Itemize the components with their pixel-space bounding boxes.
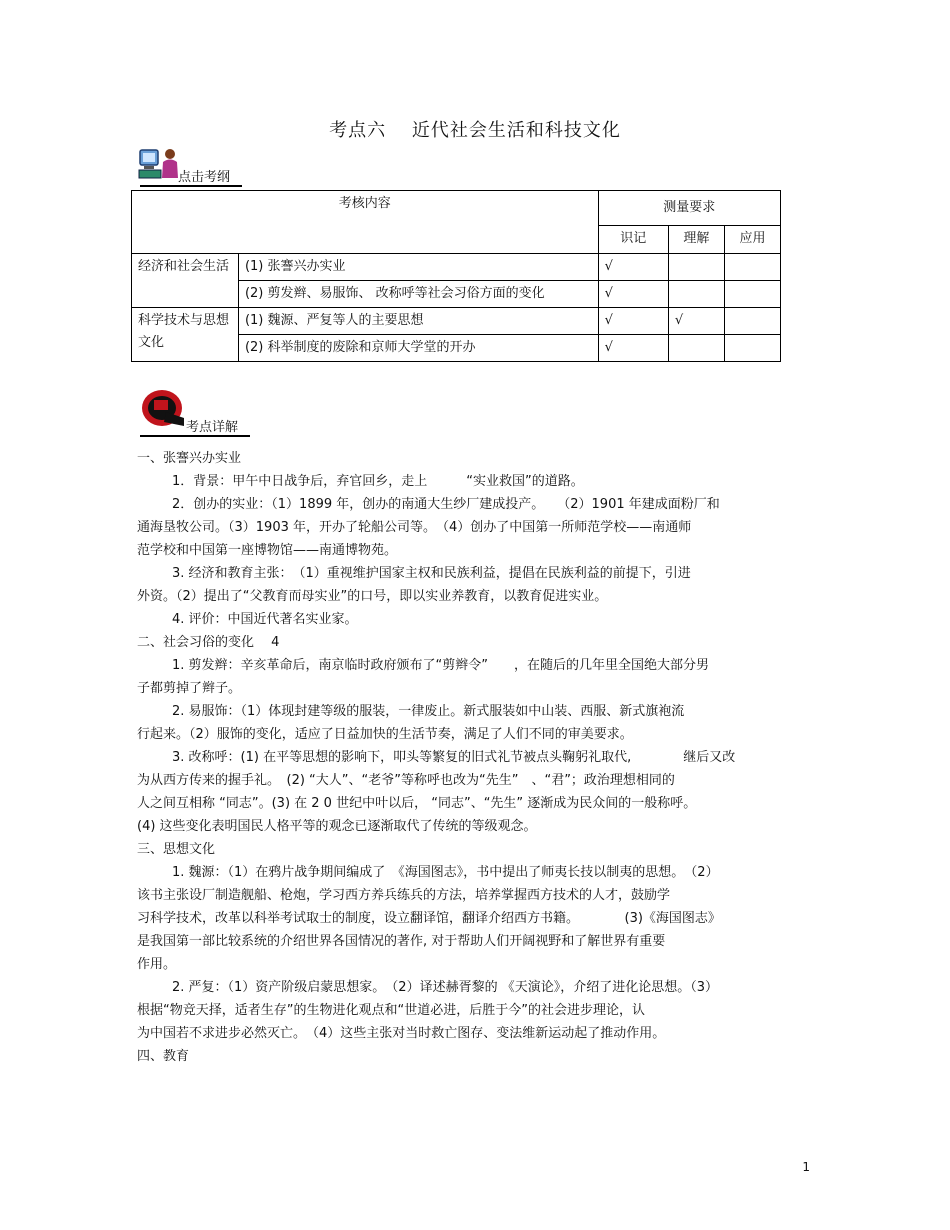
subheader-memorize: 识记 — [598, 226, 668, 254]
paragraph-line: 习科学技术，改革以科举考试取士的制度，设立翻译馆，翻译介绍西方书籍。 (3)《海国图志》 — [137, 911, 721, 926]
mark-apply — [724, 335, 780, 362]
mark-understand — [668, 281, 724, 308]
paragraph-line: 是我国第一部比较系统的介绍世界各国情况的著作, 对于帮助人们开阔视野和了解世界有重要 — [137, 934, 666, 949]
heading-customs: 二、社会习俗的变化 4 — [137, 635, 280, 650]
paragraph-line: 2. 严复：（1）资产阶级启蒙思想家。 （2）译述赫胥黎的 《天演论》，介绍了进化论思想。（3） — [172, 980, 718, 995]
paragraph-line: 为中国若不求进步必然灭亡。 （4）这些主张对当时救亡图存、变法维新运动起了推动作用。 — [137, 1026, 666, 1041]
header-requirement: 测量要求 — [598, 191, 780, 226]
section-label-details: 考点详解 — [186, 420, 239, 435]
heading-education: 四、教育 — [137, 1049, 190, 1064]
paragraph-line: 1．背景：甲午中日战争后，弃官回乡，走上 “实业救国”的道路。 — [172, 474, 584, 489]
mark-understand — [668, 335, 724, 362]
key-points-icon — [140, 388, 188, 430]
paragraph-line: 3. 改称呼：(1) 在平等思想的影响下，叩头等繁复的旧式礼节被点头鞠躬礼取代, 继后又改 — [172, 750, 736, 765]
paragraph-line: 外资。（2）提出了“父教育而母实业”的口号，即以实业养教育，以教育促进实业。 — [137, 589, 608, 604]
table-row-item: (1) 魏源、严复等人的主要思想 — [238, 308, 598, 335]
mark-memorize: √ — [598, 335, 668, 362]
paragraph-line: 作用。 — [137, 957, 177, 972]
subheader-understand: 理解 — [668, 226, 724, 254]
table-row-item: (1) 张謇兴办实业 — [238, 254, 598, 281]
section-label-syllabus: 点击考纲 — [178, 170, 231, 185]
paragraph-line: 为从西方传来的握手礼。 (2) “大人”、“老爷”等称呼也改为“先生” 、“君”；政治理想相同的 — [137, 773, 675, 788]
paragraph-line: 子都剪掉了辫子。 — [137, 681, 242, 696]
section-rule — [140, 435, 250, 437]
paragraph-line: 1. 剪发辫：辛亥革命后，南京临时政府颁布了“剪辫令” ，在随后的几年里全国绝大部分男 — [172, 658, 710, 673]
paragraph-line: 1. 魏源：（1）在鸦片战争期间编成了 《海国图志》，书中提出了师夷长技以制夷的思想。 （2） — [172, 865, 719, 880]
mark-understand: √ — [668, 308, 724, 335]
mark-apply — [724, 281, 780, 308]
paragraph-line: 3. 经济和教育主张： （1）重视维护国家主权和民族利益，提倡在民族利益的前提下，引进 — [172, 566, 691, 581]
body-text — [137, 447, 817, 1068]
subheader-apply: 应用 — [724, 226, 780, 254]
table-row-item: (2) 科举制度的废除和京师大学堂的开办 — [238, 335, 598, 362]
group-name: 科学技术与思想文化 — [132, 308, 239, 362]
paragraph-line: 2．创办的实业：（1）1899 年，创办的南通大生纱厂建成投产。 （2）1901 年建成面粉厂和 — [172, 497, 720, 512]
mark-memorize: √ — [598, 254, 668, 281]
section-rule — [140, 185, 242, 187]
paragraph-line: 该书主张设厂制造舰船、枪炮，学习西方养兵练兵的方法，培养掌握西方技术的人才，鼓励学 — [137, 888, 671, 903]
mark-apply — [724, 254, 780, 281]
page-number: 1 — [802, 1160, 810, 1174]
paragraph-line: 根据“物竞天择，适者生存”的生物进化观点和“世道必进，后胜于今”的社会进步理论，认 — [137, 1003, 645, 1018]
paragraph-line: 行起来。（2）服饰的变化，适应了日益加快的生活节奏，满足了人们不同的审美要求。 — [137, 727, 633, 742]
heading-zhangjian: 一、张謇兴办实业 — [137, 451, 242, 466]
syllabus-table — [131, 190, 781, 362]
paragraph-line: 人之间互相称 “同志”。(3) 在 2 0 世纪中叶以后， “同志”、“先生” 逐渐成为民众间的一般称呼。 — [137, 796, 697, 811]
table-row-item: (2) 剪发辫、易服饰、 改称呼等社会习俗方面的变化 — [238, 281, 598, 308]
paragraph-line: 4. 评价：中国近代著名实业家。 — [172, 612, 358, 627]
paragraph-line: 范学校和中国第一座博物馆——南通博物苑。 — [137, 543, 398, 558]
group-name: 经济和社会生活 — [132, 254, 239, 308]
mark-understand — [668, 254, 724, 281]
mark-apply — [724, 308, 780, 335]
computer-user-icon — [138, 146, 180, 182]
page-title: 考点六 近代社会生活和科技文化 — [329, 120, 621, 141]
heading-thought: 三、思想文化 — [137, 842, 216, 857]
paragraph-line: 通海垦牧公司。（3）1903 年，开办了轮船公司等。 （4）创办了中国第一所师范学校——南通师 — [137, 520, 692, 535]
paragraph-line: 2. 易服饰：（1）体现封建等级的服装，一律废止。新式服装如中山装、西服、新式旗袍流 — [172, 704, 685, 719]
header-content: 考核内容 — [132, 191, 599, 254]
paragraph-line: (4) 这些变化表明国民人格平等的观念已逐渐取代了传统的等级观念。 — [137, 819, 537, 834]
mark-memorize: √ — [598, 308, 668, 335]
mark-memorize: √ — [598, 281, 668, 308]
